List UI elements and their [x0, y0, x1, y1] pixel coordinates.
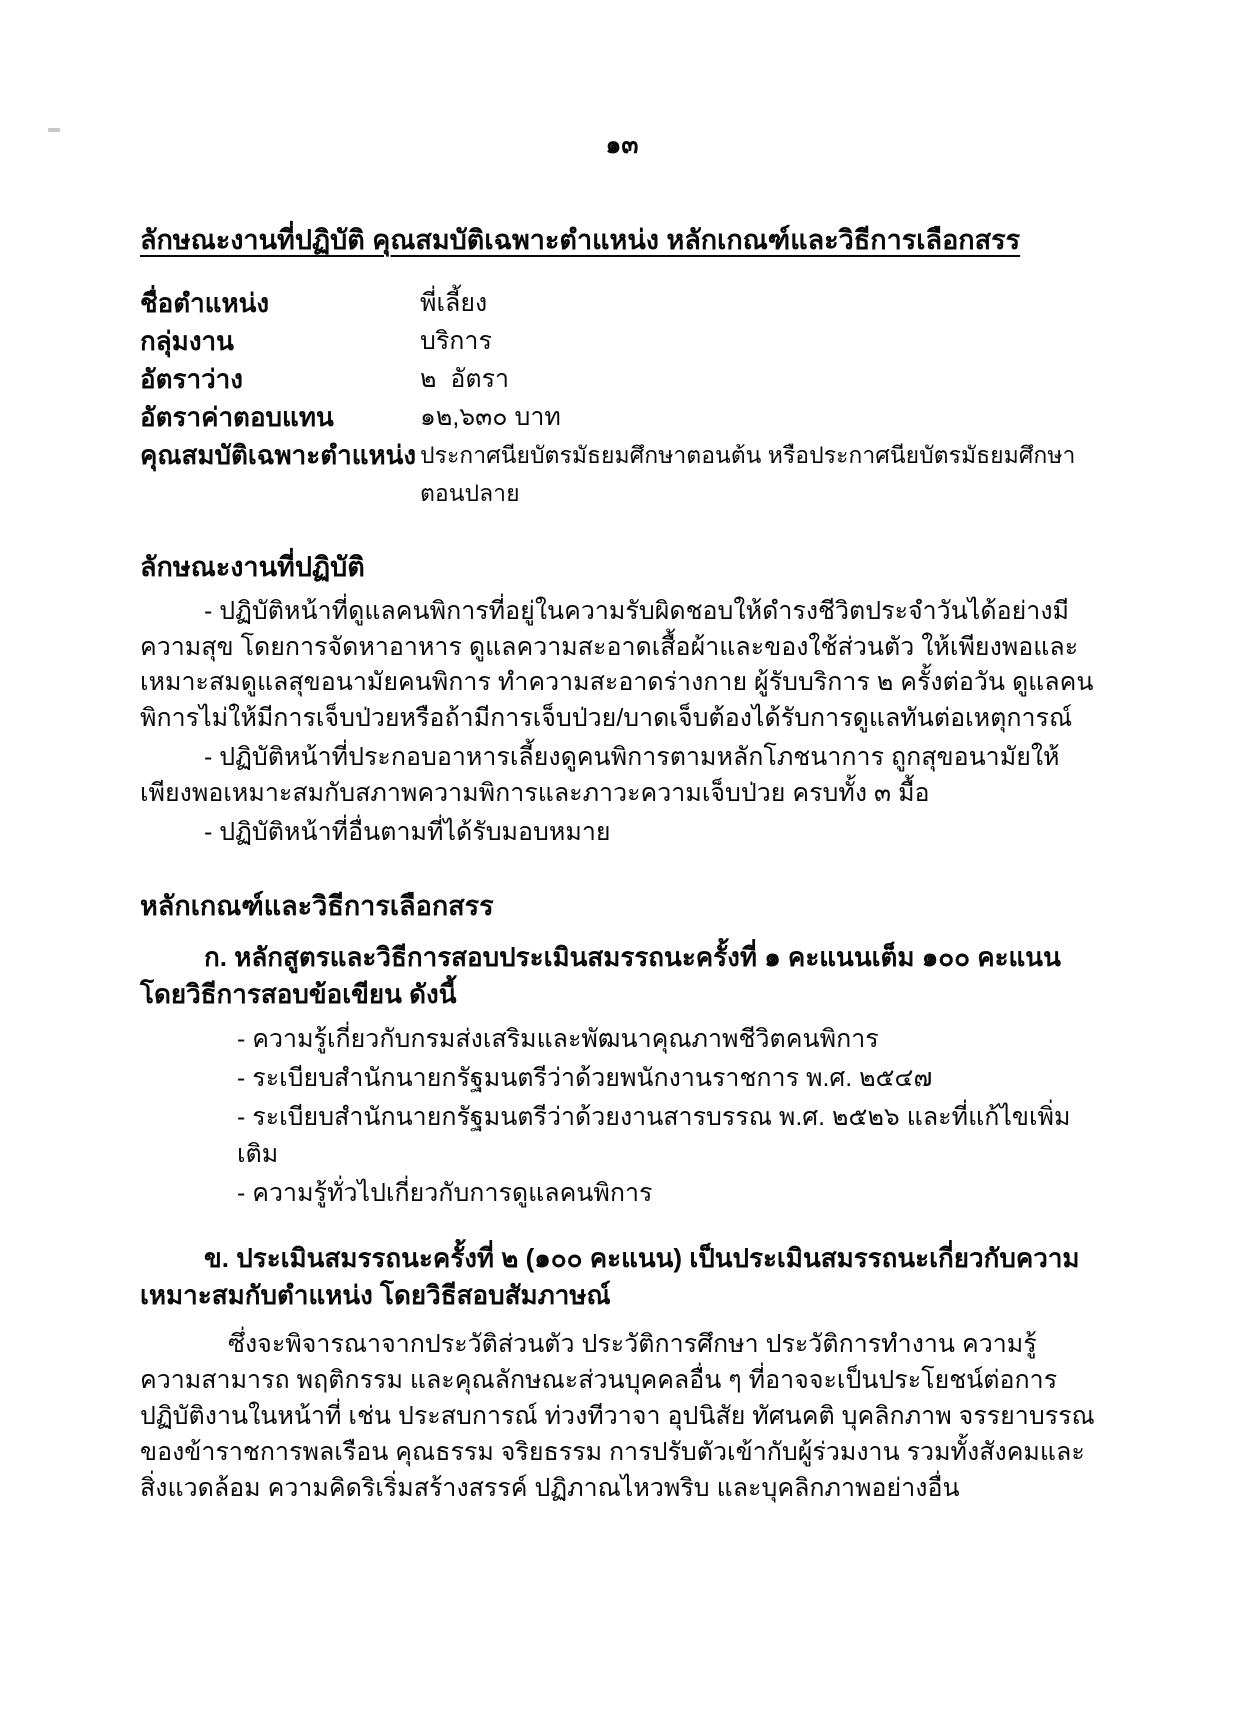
interview-criteria-paragraph: ซึ่งจะพิจารณาจากประวัติส่วนตัว ประวัติการศึกษา ประวัติการทำงาน ความรู้ ความสามารถ พฤติกรรม และคุณลักษณะส่วนบุคคลอื่น ๆ ที่อาจจะเป็นประโยชน์ต่อการปฏิบัติงานในหน้าที่ เช่น ประสบการณ์ ท่วงทีวาจา อุปนิสัย ทัศนคติ บุคลิกภาพ จรรยาบรรณของข้าราชการพลเรือน คุณธรรม จริยธรรม การปรับตัวเข้ากับผู้ร่วมงาน รวมทั้งสังคมและสิ่งแวดล้อม ความคิดริเริ่มสร้างสรรค์ ปฏิภาณไหวพริบ และบุคลิกภาพอย่างอื่น: [140, 1329, 1095, 1502]
job-duty-paragraph: - ปฏิบัติหน้าที่อื่นตามที่ได้รับมอบหมาย: [204, 818, 611, 846]
job-duty-paragraph: - ปฏิบัติหน้าที่ประกอบอาหารเลี้ยงดูคนพิการตามหลักโภชนาการ ถูกสุขอนามัยให้เพียงพอเหมาะสมกับสภาพความพิการและภาวะความเจ็บป่วย ครบทั้ง ๓ มื้อ: [140, 743, 1060, 807]
info-label: อัตราว่าง: [140, 364, 243, 394]
scan-artifact: [48, 128, 60, 132]
info-row-position-name: [140, 284, 1096, 322]
page-title: ลักษณะงานที่ปฏิบัติ คุณสมบัติเฉพาะตำแหน่ง หลักเกณฑ์และวิธีการเลือกสรร: [140, 225, 1021, 255]
info-row-qualifications: [140, 436, 1096, 512]
section-a-intro: ก. หลักสูตรและวิธีการสอบประเมินสมรรถนะครั้งที่ ๑ คะแนนเต็ม ๑๐๐ คะแนน โดยวิธีการสอบข้อเขียน ดังนี้: [140, 941, 1061, 1009]
exam-topic-item: - ระเบียบสำนักนายกรัฐมนตรีว่าด้วยพนักงานราชการ พ.ศ. ๒๕๔๗: [237, 1063, 933, 1092]
info-row-work-group: [140, 322, 1096, 360]
document-content: [0, 220, 1244, 1506]
written-exam-topic-list: [237, 1021, 1096, 1212]
position-info-table: [140, 284, 1096, 512]
info-label: อัตราค่าตอบแทน: [140, 402, 334, 432]
info-label: กลุ่มงาน: [140, 326, 234, 356]
exam-topic-item: - ความรู้ทั่วไปเกี่ยวกับการดูแลคนพิการ: [237, 1178, 653, 1207]
info-label: ชื่อตำแหน่ง: [140, 288, 270, 318]
section-b-intro: ข. ประเมินสมรรถนะครั้งที่ ๒ (๑๐๐ คะแนน) เป็นประเมินสมรรถนะเกี่ยวกับความเหมาะสมกับตำแหน่ง โดยวิธีสอบสัมภาษณ์: [140, 1242, 1080, 1310]
info-value: บริการ: [420, 327, 492, 355]
info-value: พี่เลี้ยง: [420, 289, 488, 317]
info-label: คุณสมบัติเฉพาะตำแหน่ง: [140, 440, 417, 470]
section-heading-job-description: ลักษณะงานที่ปฏิบัติ: [140, 552, 365, 582]
section-heading-selection-criteria: หลักเกณฑ์และวิธีการเลือกสรร: [140, 890, 494, 921]
info-row-salary: [140, 398, 1096, 436]
info-value: ๒ อัตรา: [420, 365, 510, 393]
page-number: ๑๓: [605, 131, 639, 159]
exam-topic-item: - ความรู้เกี่ยวกับกรมส่งเสริมและพัฒนาคุณภาพชีวิตคนพิการ: [237, 1024, 879, 1053]
info-value: ประกาศนียบัตรมัธยมศึกษาตอนต้น หรือประกาศนียบัตรมัธยมศึกษาตอนปลาย: [420, 442, 1076, 506]
exam-topic-item: - ระเบียบสำนักนายกรัฐมนตรีว่าด้วยงานสารบรรณ พ.ศ. ๒๕๒๖ และที่แก้ไขเพิ่มเติม: [237, 1102, 1071, 1168]
info-value: ๑๒,๖๓๐ บาท: [420, 403, 561, 431]
job-duty-paragraph: - ปฏิบัติหน้าที่ดูแลคนพิการที่อยู่ในความรับผิดชอบให้ดำรงชีวิตประจำวันได้อย่างมีความสุข โดยการจัดหาอาหาร ดูแลความสะอาดเสื้อผ้าและของใช้ส่วนตัว ให้เพียงพอและเหมาะสมดูแลสุขอนามัยคนพิการ ทำความสะอาดร่างกาย ผู้รับบริการ ๒ ครั้งต่อวัน ดูแลคนพิการไม่ให้มีการเจ็บป่วยหรือถ้ามีการเจ็บป่วย/บาดเจ็บต้องได้รับการดูแลทันต่อเหตุการณ์: [140, 597, 1094, 732]
info-row-vacancies: [140, 360, 1096, 398]
